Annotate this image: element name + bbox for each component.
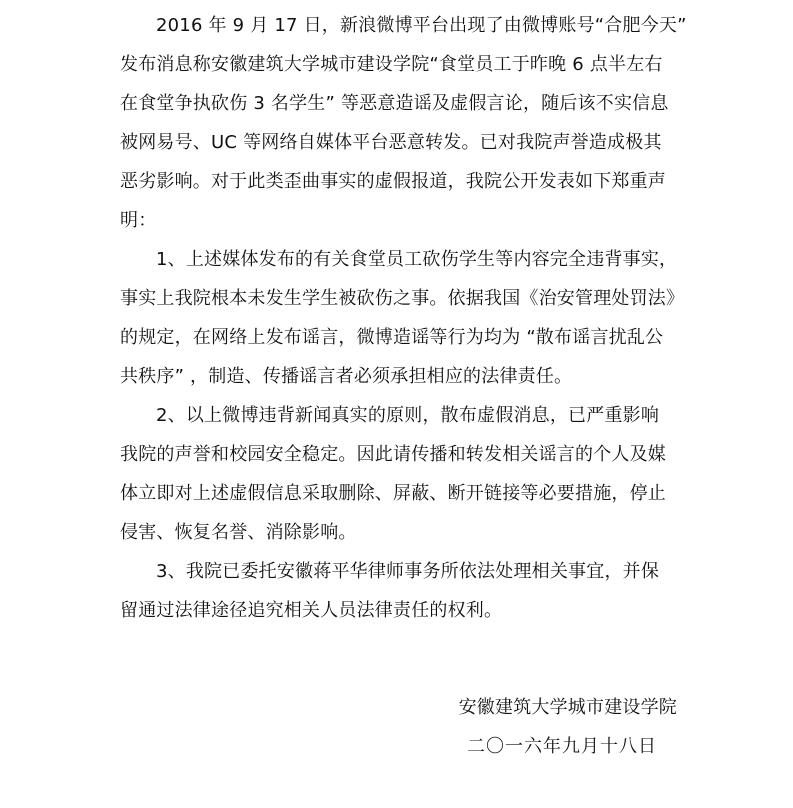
text-line: 2016 年 9 月 17 日，新浪微博平台出现了由微博账号“合肥今天” [156, 15, 687, 36]
text-line: 侵害、恢复名誉、消除影响。 [120, 522, 357, 543]
signature: 安徽建筑大学城市建设学院 [458, 697, 677, 718]
paragraph-2 [120, 240, 685, 396]
text-line: 1、上述媒体发布的有关食堂员工砍伤学生等内容完全违背事实， [156, 249, 678, 270]
text-line: 恶劣影响。对于此类歪曲事实的虚假报道，我院公开发表如下郑重声 [120, 171, 666, 192]
section-spacer [120, 630, 677, 688]
text-line: 的规定，在网络上发布谣言，微博造谣等行为均为 “散布谣言扰乱公 [120, 327, 664, 348]
text-line: 被网易号、UC 等网络自媒体平台恶意转发。已对我院声誉造成极其 [120, 132, 662, 153]
text-line: 在食堂争执砍伤 3 名学生” 等恶意造谣及虚假言论，随后该不实信息 [120, 93, 669, 114]
text-line: 体立即对上述虚假信息采取删除、屏蔽、断开链接等必要措施，停止 [120, 483, 666, 504]
text-line: 发布消息称安徽建筑大学城市建设学院“食堂员工于昨晚 6 点半左右 [120, 54, 663, 75]
paragraph-3 [120, 396, 677, 552]
text-line: 3、我院已委托安徽蒋平华律师事务所依法处理相关事宜，并保 [156, 561, 660, 582]
text-line: 事实上我院根本未发生学生被砍伤之事。依据我国《治安管理处罚法》 [120, 288, 685, 309]
paragraph-1 [120, 6, 687, 240]
text-line: 2、以上微博违背新闻真实的原则，散布虚假消息，已严重影响 [156, 405, 660, 426]
text-line: 我院的声誉和校园安全稳定。因此请传播和转发相关谣言的个人及媒 [120, 444, 666, 465]
paragraph-4 [120, 552, 677, 630]
text-line: 明： [120, 210, 157, 231]
text-line: 留通过法律途径追究相关人员法律责任的权利。 [120, 600, 503, 621]
text-line: 共秩序” ，制造、传播谣言者必须承担相应的法律责任。 [120, 366, 573, 387]
date: 二〇一六年九月十八日 [467, 736, 657, 757]
